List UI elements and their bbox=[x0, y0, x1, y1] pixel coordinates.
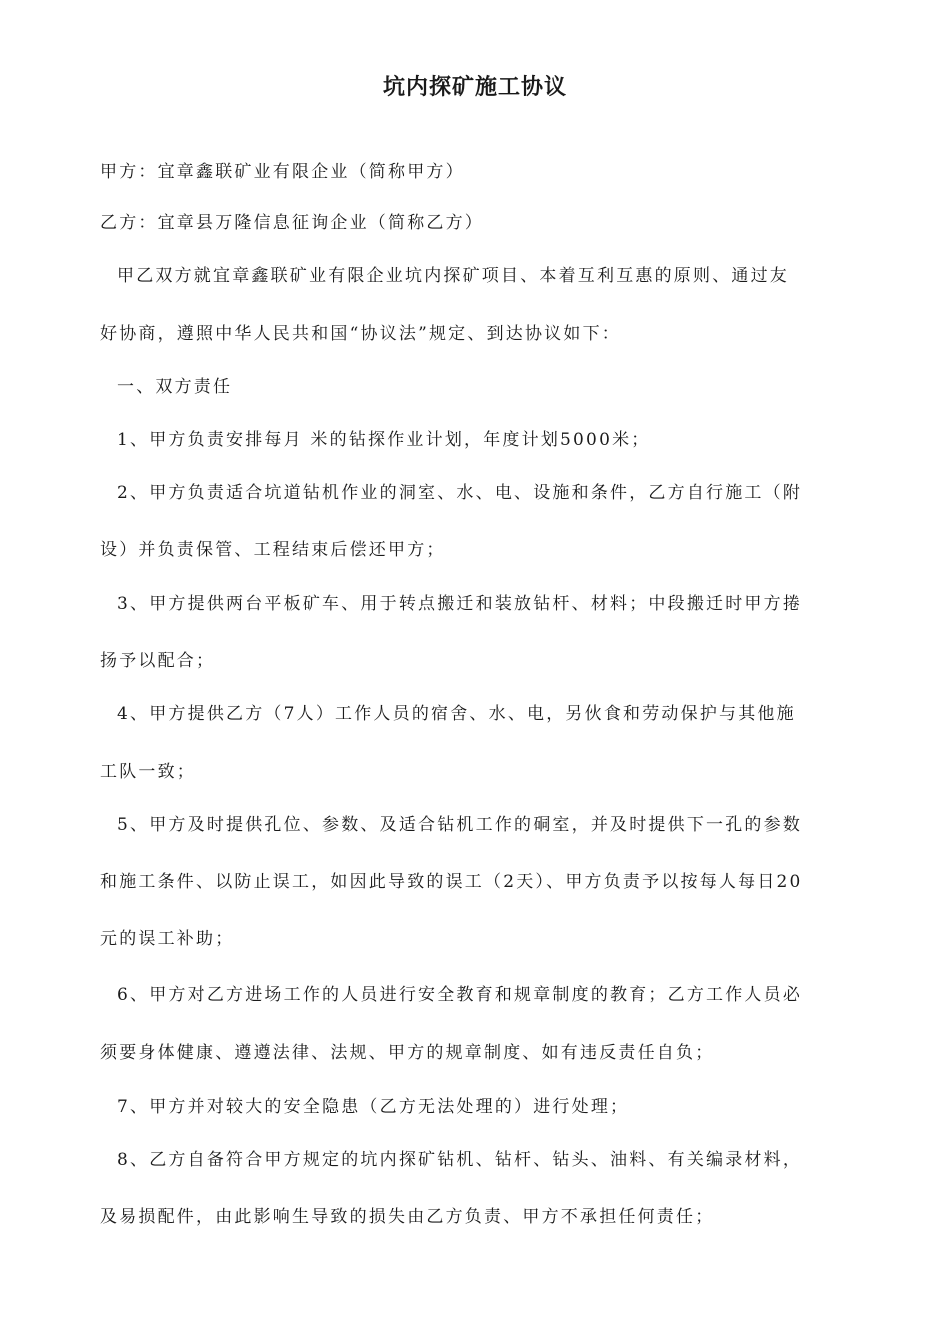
party-a-line: 甲方：宜章鑫联矿业有限企业（简称甲方） bbox=[100, 162, 465, 182]
clause-6-line-1: 6、甲方对乙方进场工作的人员进行安全教育和规章制度的教育；乙方工作人员必 bbox=[117, 985, 803, 1005]
intro-paragraph-line-1: 甲乙双方就宜章鑫联矿业有限企业坑内探矿项目、本着互利互惠的原则、通过友 bbox=[117, 266, 789, 286]
party-b-line: 乙方：宜章县万隆信息征询企业（简称乙方） bbox=[100, 213, 484, 233]
document-title: 坑内探矿施工协议 bbox=[382, 74, 567, 100]
clause-5-line-1: 5、甲方及时提供孔位、参数、及适合钻机工作的硐室，并及时提供下一孔的参数 bbox=[117, 815, 803, 835]
clause-3-line-2: 扬予以配合； bbox=[100, 651, 216, 671]
clause-8-line-1: 8、乙方自备符合甲方规定的坑内探矿钻机、钻杆、钻头、油料、有关编录材料， bbox=[117, 1150, 803, 1170]
clause-8-line-2: 及易损配件，由此影响生导致的损失由乙方负责、甲方不承担任何责任； bbox=[100, 1207, 715, 1227]
clause-5-line-2: 和施工条件、以防止误工，如因此导致的误工（2天）、甲方负责予以按每人每日20 bbox=[100, 872, 803, 892]
clause-2-line-1: 2、甲方负责适合坑道钻机作业的洞室、水、电、设施和条件，乙方自行施工（附 bbox=[117, 483, 803, 503]
clause-4-line-1: 4、甲方提供乙方（7人）工作人员的宿舍、水、电，另伙食和劳动保护与其他施 bbox=[117, 704, 796, 724]
clause-2-line-2: 设）并负责保管、工程结束后偿还甲方； bbox=[100, 540, 446, 560]
clause-6-line-2: 须要身体健康、遵遵法律、法规、甲方的规章制度、如有违反责任自负； bbox=[100, 1043, 715, 1063]
clause-5-line-3: 元的误工补助； bbox=[100, 929, 235, 949]
clause-3-line-1: 3、甲方提供两台平板矿车、用于转点搬迁和装放钻杆、材料；中段搬迁时甲方捲 bbox=[117, 594, 803, 614]
section-heading: 一、双方责任 bbox=[117, 377, 233, 397]
clause-1-line-1: 1、甲方负责安排每月 米的钻探作业计划，年度计划5000米； bbox=[117, 430, 651, 450]
clause-7-line-1: 7、甲方并对较大的安全隐患（乙方无法处理的）进行处理； bbox=[117, 1097, 630, 1117]
clause-4-line-2: 工队一致； bbox=[100, 762, 196, 782]
intro-paragraph-line-2: 好协商，遵照中华人民共和国“协议法”规定、到达协议如下： bbox=[100, 324, 621, 344]
